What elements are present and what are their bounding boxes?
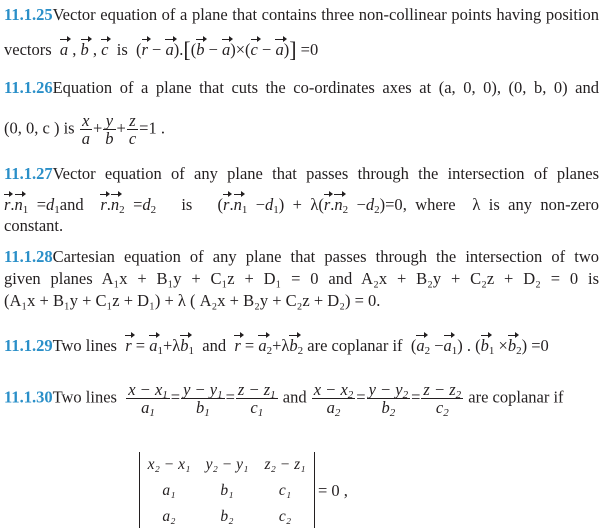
det-cell: a₂: [162, 508, 176, 525]
vector-c: c: [250, 40, 258, 59]
den-a: a: [81, 129, 90, 148]
section-number: 11.1.25: [4, 5, 53, 24]
vector-b: b: [196, 40, 205, 59]
text-intercepts: (0, 0, c ) is: [4, 118, 75, 138]
det-cell: b₁: [220, 482, 234, 499]
section-number: 11.1.30: [4, 387, 53, 407]
text-given-planes: given planes A₁x + B₁y + C₁z + D₁ = 0 and A₂x + B₂y + C₂z + D₂ = 0 is: [4, 269, 599, 288]
fraction-z-c: [127, 112, 138, 147]
det-cell: x₂ − x₁: [147, 456, 191, 473]
fraction-y2: $\frac{y - y_2}{b_2}$: [368, 380, 409, 419]
vector-b: b: [80, 40, 89, 59]
lambda-symbol: λ: [310, 195, 319, 214]
section-11-1-30: 11.1.30Two lines $\frac{x - x_1}{a_1}$ = $\frac{y - y_1}{b_1}$ = $\frac{z - z_1}{c_1}$ and $\frac{x - x_2}{a_2}$ = $\frac{y - y_2}{b_2}$ = $\frac{z - z_2}{c_2}$ are coplanar if: [4, 380, 564, 419]
text-any-nonzero: is any non-zero: [488, 195, 599, 214]
section-11-1-27-formula: $r.n_1 =d_1and$ $r.n_2 =d_2$ is $(r.n_1 -d_1) + \lambda(r.n_2 -d_2)=0$, where λ is any non-zero: [4, 195, 599, 216]
section-text: Equation of a plane that cuts the co-ordinates axes at (a, 0, 0), (0, b, 0) and: [52, 78, 599, 97]
num-y: y: [103, 112, 115, 130]
fraction-x-a: [80, 112, 92, 147]
equals-one: =1 .: [139, 118, 165, 138]
lambda-symbol: λ: [472, 195, 481, 214]
section-11-1-25: [4, 6, 599, 24]
text-is: is: [116, 40, 128, 59]
fraction-z2: $\frac{z - z_2}{c_2}$: [423, 380, 462, 419]
text-and: and: [202, 336, 227, 355]
section-number: 11.1.29: [4, 336, 53, 355]
det-cell: c₁: [278, 482, 292, 499]
section-11-1-28: [4, 248, 599, 266]
fraction-y-b: [103, 112, 115, 147]
section-text: Two lines: [52, 387, 117, 407]
text-and: and: [59, 195, 84, 214]
section-11-1-26-formula: (0, 0, c ) is $\frac{x}{a}$ + $\frac{y}{b}$ + $\frac{z}{c}$ =1 .: [4, 111, 165, 148]
section-text: Two lines: [52, 336, 117, 355]
text-coplanar-if: are coplanar if: [468, 387, 564, 407]
text-coplanar-if: are coplanar if: [307, 336, 403, 355]
det-cell: z₂ − z₁: [264, 456, 306, 473]
vector-r: r: [141, 40, 148, 59]
vector-c: c: [101, 40, 109, 59]
fraction-y1: $\frac{y - y_1}{b_1}$: [183, 380, 223, 419]
vector-a: a: [275, 40, 284, 59]
text-where: , where: [402, 195, 456, 214]
fraction-x1: $\frac{x - x_1}{a_1}$: [128, 380, 168, 419]
num-x: x: [80, 112, 92, 130]
det-cell: y₂ − y₁: [205, 456, 249, 473]
vector-a: a: [165, 40, 174, 59]
den-c: c: [128, 129, 137, 148]
section-text: Cartesian equation of any plane that passes through the intersection of two: [52, 247, 599, 266]
section-11-1-29: 11.1.29Two lines $r = a_1+\lambda b_1$ and $r = a_2+\lambda b_2$ are coplanar if $(a_2 -a_1)$ . $(b_1 \times b_2) =0$: [4, 336, 549, 357]
section-11-1-28-line2: [4, 270, 599, 288]
section-number: 11.1.28: [4, 247, 53, 266]
section-11-1-25-formula: vectors a , b , c is (r − a).[(b − a)×(c − a)] =0: [4, 37, 319, 62]
section-text: Vector equation of any plane that passes through the intersection of planes: [52, 164, 599, 183]
section-11-1-26: [4, 79, 599, 97]
num-z: z: [127, 112, 138, 130]
text-and: and: [282, 387, 307, 407]
vector-a: a: [222, 40, 231, 59]
section-11-1-27-end: [4, 217, 599, 235]
text-vectors: vectors: [4, 40, 52, 59]
den-b: b: [105, 129, 114, 148]
fraction-x2: $\frac{x - x_2}{a_2}$: [313, 380, 354, 419]
text-constant: constant.: [4, 216, 64, 235]
det-cell: c₂: [278, 508, 292, 525]
det-cell: a₁: [162, 482, 176, 499]
det-cell: b₂: [220, 508, 234, 525]
equals-zero: =0: [531, 336, 549, 355]
section-text: Vector equation of a plane that contains three non-collinear points having position: [52, 5, 599, 24]
section-11-1-27: [4, 165, 599, 183]
equals-zero: =0: [300, 40, 319, 59]
section-11-1-28-line3: [4, 292, 599, 310]
fraction-z1: $\frac{z - z_1}{c_1}$: [237, 380, 276, 419]
text-cartesian-equation: (A₁x + B₁y + C₁z + D₁) + λ ( A₂x + B₂y + C₂z + D₂) = 0.: [4, 291, 381, 310]
section-number: 11.1.27: [4, 164, 53, 183]
section-number: 11.1.26: [4, 78, 53, 97]
text-is: is: [181, 195, 193, 214]
determinant-equals-zero: = 0 ,: [318, 481, 348, 500]
determinant: [139, 452, 315, 528]
vector-a: a: [59, 40, 69, 59]
